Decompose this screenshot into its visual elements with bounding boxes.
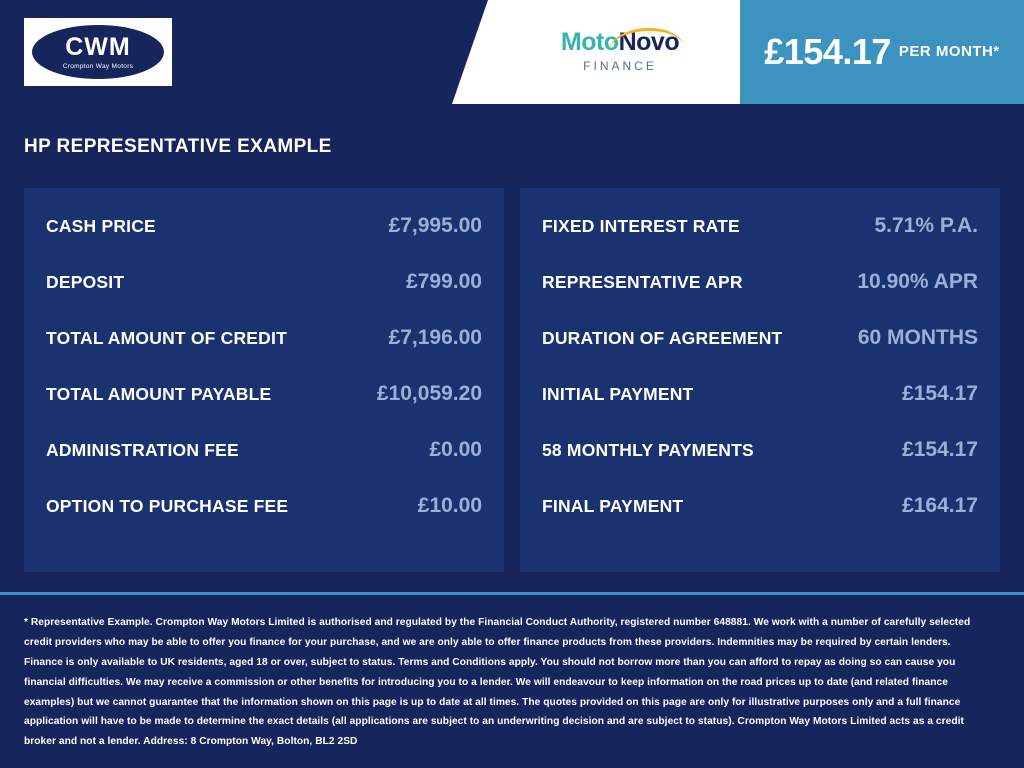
table-row [542, 270, 978, 326]
dealer-logo-oval [32, 25, 164, 79]
dealer-logo [24, 18, 172, 86]
row-label: FIXED INTEREST RATE [542, 216, 740, 236]
dealer-logo-subtitle: Crompton Way Motors [62, 62, 134, 70]
row-label: FINAL PAYMENT [542, 496, 684, 516]
row-value: £154.17 [902, 382, 978, 405]
monthly-price-period: PER MONTH* [898, 42, 1000, 60]
row-label: DURATION OF AGREEMENT [542, 328, 783, 348]
row-value: £0.00 [429, 438, 482, 461]
monthly-price-block [740, 0, 1024, 104]
row-label: 58 MONTHLY PAYMENTS [542, 440, 754, 460]
page-title: HP REPRESENTATIVE EXAMPLE [24, 136, 332, 157]
table-row [46, 326, 482, 382]
row-value: 5.71% P.A. [874, 214, 978, 237]
dealer-logo-initials: CWM [65, 32, 131, 61]
table-row [46, 382, 482, 438]
table-row [542, 326, 978, 382]
monthly-price-amount: £154.17 [764, 31, 891, 72]
row-label: DEPOSIT [46, 272, 125, 292]
row-label: REPRESENTATIVE APR [542, 272, 743, 292]
row-label: OPTION TO PURCHASE FEE [46, 496, 289, 516]
table-row [46, 494, 482, 550]
row-label: INITIAL PAYMENT [542, 384, 694, 404]
table-row [542, 382, 978, 438]
row-label: CASH PRICE [46, 216, 156, 236]
row-value: £164.17 [902, 494, 978, 517]
row-label: TOTAL AMOUNT PAYABLE [46, 384, 272, 404]
table-row [542, 214, 978, 270]
lender-logo-name-part2: Novo [618, 28, 680, 56]
row-label: ADMINISTRATION FEE [46, 440, 239, 460]
table-row [46, 270, 482, 326]
row-value: £10,059.20 [376, 382, 482, 405]
row-label: TOTAL AMOUNT OF CREDIT [46, 328, 287, 348]
finance-details-panels [24, 188, 1000, 572]
row-value: 10.90% APR [857, 270, 978, 293]
page-header [0, 0, 1024, 104]
table-row [46, 214, 482, 270]
lender-logo-name-part1: Moto [560, 28, 619, 56]
table-row [46, 438, 482, 494]
row-value: £7,995.00 [388, 214, 482, 237]
disclaimer-text: * Representative Example. Crompton Way Motors Limited is authorised and regulated by the Financial Conduct Authority, registered number 648881. We work with a number of carefully selected credit providers who may be able to offer you finance for your purchase, and we are only able to offer finance products from these providers. Indemnities may be required by certain lenders. Finance is only available to UK residents, aged 18 or over, subject to status. Terms and Conditions apply. You should not borrow more than you can afford to repay as doing so can cause you financial difficulties. We may receive a commission or other benefits for introducing you to a lender. We will endeavour to keep information on the road prices up to date (and related finance examples) but we cannot guarantee that the information shown on this page is up to date at all times. The quotes provided on this page are only for illustrative purposes only and a full finance application will have to be made to determine the exact details (all applications are subject to an underwriting decision and are subject to status). Crompton Way Motors Limited acts as a credit broker and not a lender. Address: 8 Crompton Way, Bolton, BL2 2SD [24, 617, 971, 748]
lender-logo-suffix: FINANCE [583, 59, 657, 73]
right-details-panel [520, 188, 1000, 572]
left-details-panel [24, 188, 504, 572]
row-value: £799.00 [406, 270, 482, 293]
footer [0, 592, 1024, 768]
table-row [542, 438, 978, 494]
table-row [542, 494, 978, 550]
row-value: £7,196.00 [388, 326, 482, 349]
row-value: 60 MONTHS [857, 326, 978, 349]
lender-logo [520, 30, 720, 78]
row-value: £154.17 [902, 438, 978, 461]
row-value: £10.00 [417, 494, 482, 517]
